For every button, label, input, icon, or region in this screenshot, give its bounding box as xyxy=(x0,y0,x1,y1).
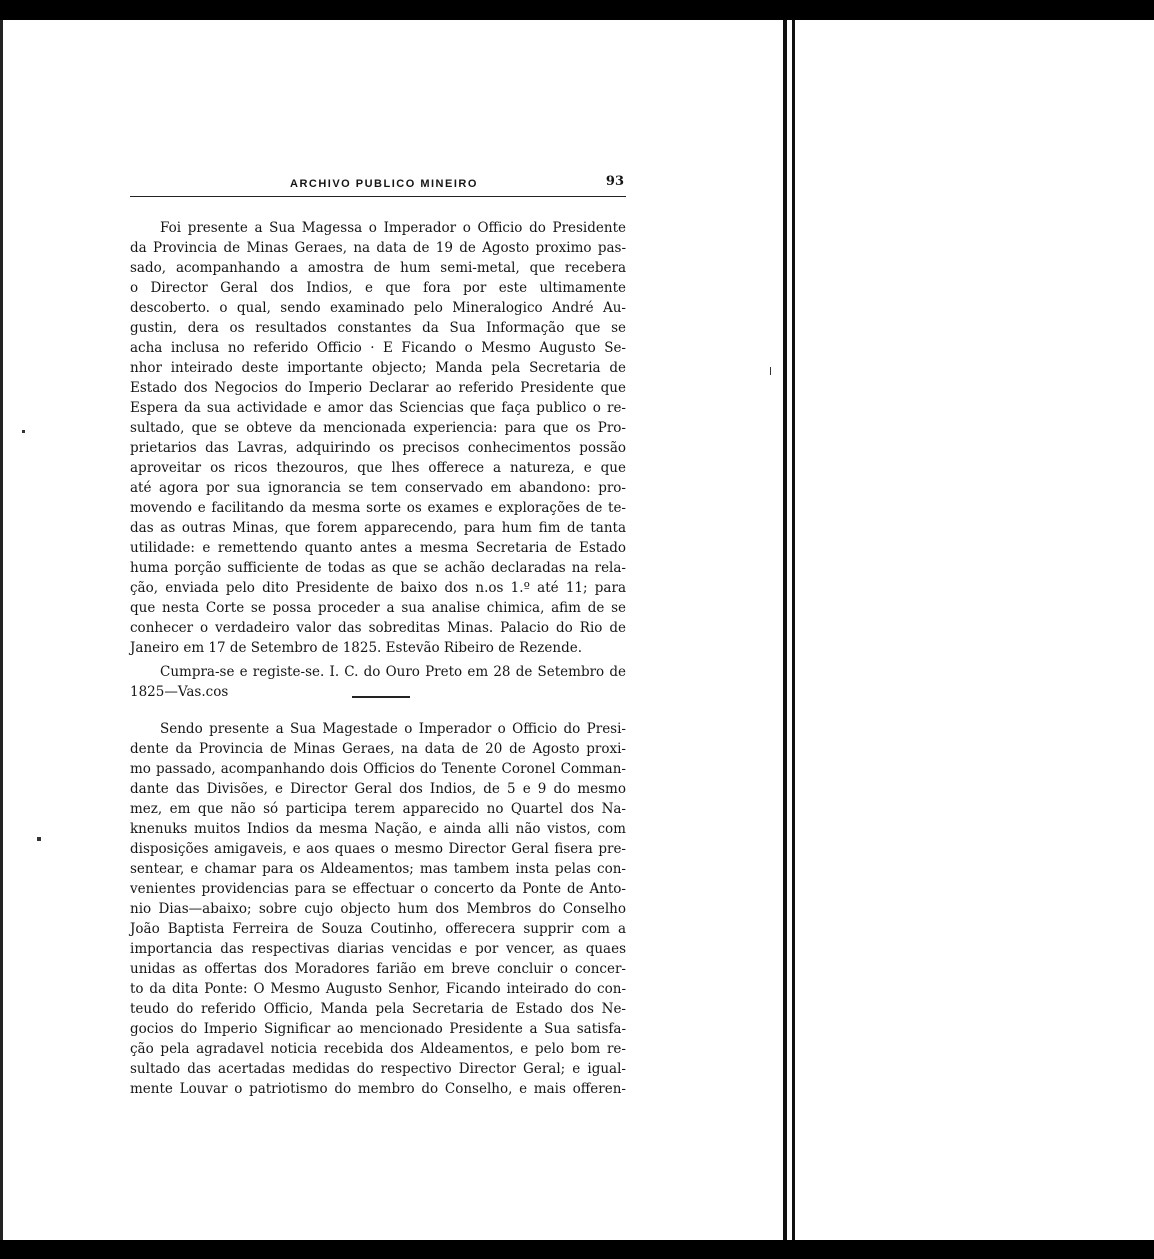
running-title: ARCHIVO PUBLICO MINEIRO xyxy=(290,178,478,190)
text-line: dante das Divisões, e Director Geral dos Indios, de 5 e 9 do mesmo xyxy=(130,781,626,797)
section-divider xyxy=(352,696,410,698)
text-line: o Director Geral dos Indios, e que fora por este ultimamente xyxy=(130,280,626,296)
running-header xyxy=(130,174,626,197)
text-line: sentear, e chamar para os Aldeamentos; mas tambem insta pelas con- xyxy=(130,861,626,877)
text-line: importancia das respectivas diarias vencidas e por vencer, as quaes xyxy=(130,941,626,957)
text-line: mez, em que não só participa terem apparecido no Quartel dos Na- xyxy=(130,801,626,817)
text-line: teudo do referido Officio, Manda pela Secretaria de Estado dos Ne- xyxy=(130,1001,626,1017)
text-line: das as outras Minas, que forem apparecendo, para hum fim de tanta xyxy=(130,520,626,536)
closing-line: 1825—Vas.cos xyxy=(130,684,229,700)
text-line: Janeiro em 17 de Setembro de 1825. Estevão Ribeiro de Rezende. xyxy=(130,640,583,656)
closing-line: Cumpra-se e registe-se. I. C. do Ouro Preto em 28 de Setembro de xyxy=(160,664,626,680)
text-line: venientes providencias para se effectuar o concerto da Ponte de Anto- xyxy=(130,881,626,897)
book-spine-line xyxy=(792,20,795,1240)
text-line: ção pela agradavel noticia recebida dos Aldeamentos, e pelo bom re- xyxy=(130,1041,626,1057)
text-line: huma porção sufficiente de todas as que se achão declaradas na rela- xyxy=(130,560,626,576)
text-line: da Provincia de Minas Geraes, na data de 19 de Agosto proximo pas- xyxy=(130,240,626,256)
text-line: utilidade: e remettendo quanto antes a mesma Secretaria de Estado xyxy=(130,540,626,556)
text-line: nhor inteirado deste importante objecto; Manda pela Secretaria de xyxy=(130,360,626,376)
text-line: dente da Provincia de Minas Geraes, na data de 20 de Agosto proxi- xyxy=(130,741,626,757)
book-spine-line xyxy=(783,20,787,1240)
text-line: movendo e facilitando da mesma sorte os exames e explorações de te- xyxy=(130,500,626,516)
text-line: mo passado, acompanhando dois Officios do Tenente Coronel Comman- xyxy=(130,761,626,777)
scan-top-border xyxy=(0,0,1154,20)
page-number: 93 xyxy=(605,174,624,189)
text-line: unidas as offertas dos Moradores farião em breve concluir o concer- xyxy=(130,961,626,977)
text-line: acha inclusa no referido Officio · E Ficando o Mesmo Augusto Se- xyxy=(130,340,626,356)
text-line: sado, acompanhando a amostra de hum semi-metal, que recebera xyxy=(130,260,626,276)
text-line: nio Dias—abaixo; sobre cujo objecto hum dos Membros do Conselho xyxy=(130,901,626,917)
text-line: até agora por sua ignorancia se tem conservado em abandono: pro- xyxy=(130,480,626,496)
text-line: gustin, dera os resultados constantes da Sua Informação que se xyxy=(130,320,626,336)
scan-speck xyxy=(22,430,25,433)
text-line: descoberto. o qual, sendo examinado pelo Mineralogico André Au- xyxy=(130,300,626,316)
text-line: ção, enviada pelo dito Presidente de baixo dos n.os 1.º até 11; para xyxy=(130,580,626,596)
scan-speck xyxy=(770,367,771,375)
text-line: que nesta Corte se possa proceder a sua analise chimica, afim de se xyxy=(130,600,626,616)
scan-speck xyxy=(37,837,41,841)
text-line: João Baptista Ferreira de Souza Coutinho, offerecera supprir com a xyxy=(130,921,626,937)
text-line: prietarios das Lavras, adquirindo os precisos conhecimentos possão xyxy=(130,440,626,456)
text-line: gocios do Imperio Significar ao mencionado Presidente a Sua satisfa- xyxy=(130,1021,626,1037)
text-line: disposições amigaveis, e aos quaes o mesmo Director Geral fisera pre- xyxy=(130,841,626,857)
text-line: to da dita Ponte: O Mesmo Augusto Senhor, Ficando inteirado do con- xyxy=(130,981,626,997)
page-left-edge xyxy=(0,20,3,1240)
text-line: sultado das acertadas medidas do respectivo Director Geral; e igual- xyxy=(130,1061,626,1077)
text-line: Foi presente a Sua Magessa o Imperador o Officio do Presidente xyxy=(160,220,626,236)
text-line: knenuks muitos Indios da mesma Nação, e ainda alli não vistos, com xyxy=(130,821,626,837)
text-line: aproveitar os ricos thezouros, que lhes offerece a natureza, e que xyxy=(130,460,626,476)
text-line: sultado, que se obteve da mencionada experiencia: para que os Pro- xyxy=(130,420,626,436)
text-line: Espera da sua actividade e amor das Sciencias que faça publico o re- xyxy=(130,400,626,416)
text-line: mente Louvar o patriotismo do membro do Conselho, e mais offeren- xyxy=(130,1081,626,1097)
scan-bottom-border xyxy=(0,1240,1154,1259)
text-line: Estado dos Negocios do Imperio Declarar ao referido Presidente que xyxy=(130,380,626,396)
text-line: Sendo presente a Sua Magestade o Imperador o Officio do Presi- xyxy=(160,721,626,737)
text-line: conhecer o verdadeiro valor das sobreditas Minas. Palacio do Rio de xyxy=(130,620,626,636)
